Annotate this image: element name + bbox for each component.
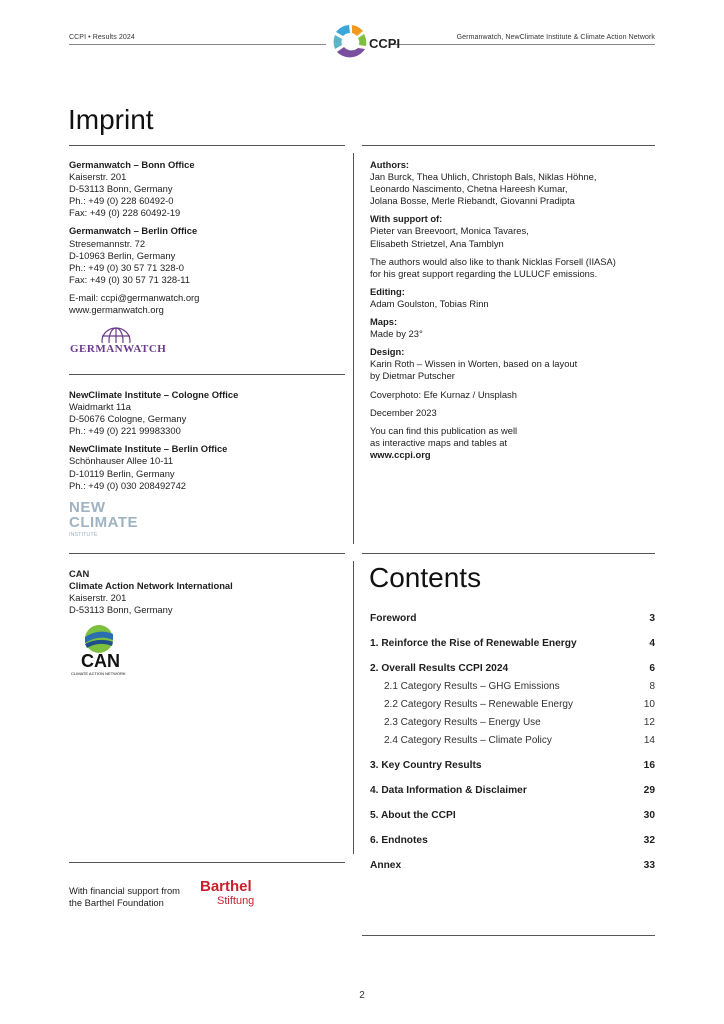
toc-subitem[interactable] xyxy=(384,735,655,746)
can-name: CAN xyxy=(69,568,90,579)
header-left: CCPI • Results 2024 xyxy=(69,34,135,41)
gw-bonn-line: Kaiserstr. 201 xyxy=(69,171,127,183)
rule-left-mid2 xyxy=(69,553,345,554)
gw-bonn-line: Ph.: +49 (0) 228 60492-0 xyxy=(69,195,174,207)
contents-title: Contents xyxy=(369,562,482,593)
nc-cologne-name: NewClimate Institute – Cologne Office xyxy=(69,389,239,400)
authors-line: Jolana Bosse, Merle Riebandt, Giovanni Pradipta xyxy=(370,195,575,207)
toc-item[interactable] xyxy=(370,663,655,674)
toc-label: 2. Overall Results CCPI 2024 xyxy=(370,663,509,674)
support-label: With support of: xyxy=(370,213,443,225)
toc-page: 4 xyxy=(649,638,655,649)
rule-right-bottom xyxy=(362,935,655,936)
can-line: D-53113 Bonn, Germany xyxy=(69,604,173,616)
authors-label: Authors: xyxy=(370,159,410,170)
header-rule-right xyxy=(392,44,655,45)
funding-line: the Barthel Foundation xyxy=(69,897,164,909)
can-line: Kaiserstr. 201 xyxy=(69,592,127,604)
editing-label: Editing: xyxy=(370,285,405,297)
barthel-logo-line2: Stiftung xyxy=(217,895,255,907)
can-logo-icon xyxy=(80,624,118,654)
design-line: Karin Roth – Wissen in Worten, based on a layout xyxy=(370,358,578,370)
toc-page: 3 xyxy=(649,613,655,624)
toc-page: 29 xyxy=(643,785,655,796)
newclimate-block xyxy=(69,389,238,492)
nc-berlin-line: D-10119 Berlin, Germany xyxy=(69,467,175,479)
toc-subitem[interactable] xyxy=(384,699,655,710)
gw-berlin-name: Germanwatch – Berlin Office xyxy=(69,225,198,237)
barthel-logo xyxy=(200,879,252,894)
toc-sub-label: 2.3 Category Results – Energy Use xyxy=(384,717,541,728)
newclimate-logo xyxy=(69,500,138,530)
toc-label: 5. About the CCPI xyxy=(370,810,456,821)
toc-label: 4. Data Information & Disclaimer xyxy=(370,785,527,796)
toc-item[interactable] xyxy=(370,810,655,821)
toc-page: 16 xyxy=(643,760,655,771)
toc-subitem[interactable] xyxy=(384,717,655,728)
newclimate-logo-line2: CLIMATE xyxy=(69,514,139,531)
gw-berlin-line: Ph.: +49 (0) 30 57 71 328-0 xyxy=(69,261,184,273)
rule-left-bottom xyxy=(69,862,345,863)
nc-berlin-line: Schönhauser Allee 10-11 xyxy=(69,455,174,467)
toc-subitem[interactable] xyxy=(384,681,655,692)
can-logo-text: CAN xyxy=(81,651,120,671)
support-line: Pieter van Breevoort, Monica Tavares, xyxy=(370,225,529,237)
toc-item[interactable] xyxy=(370,760,655,771)
barthel-logo-line1: Barthel xyxy=(200,878,252,895)
toc-sub-page: 10 xyxy=(643,699,655,710)
gw-bonn-line: D-53113 Bonn, Germany xyxy=(69,183,173,195)
authors-line: Leonardo Nascimento, Chetna Hareesh Kumar, xyxy=(370,183,568,195)
rule-right-top xyxy=(362,145,655,146)
ccpi-logo-text: CCPI xyxy=(369,36,401,51)
toc-item[interactable] xyxy=(370,638,655,649)
toc-item[interactable] xyxy=(370,860,655,871)
support-line: Elisabeth Strietzel, Ana Tamblyn xyxy=(370,237,504,249)
funding-line: With financial support from xyxy=(69,885,180,896)
cover-credit: Coverphoto: Efe Kurnaz / Unsplash xyxy=(370,388,517,400)
rule-left-mid1 xyxy=(69,374,345,375)
design-line: by Dietmar Putscher xyxy=(370,370,455,382)
toc-label: Foreword xyxy=(370,613,417,624)
gw-website-link[interactable]: www.germanwatch.org xyxy=(69,304,164,316)
authors-line: Jan Burck, Thea Uhlich, Christoph Bals, Niklas Höhne, xyxy=(370,171,597,183)
toc-label: Annex xyxy=(370,860,402,871)
nc-cologne-line: D-50676 Cologne, Germany xyxy=(69,413,187,425)
newclimate-logo-line1: NEW xyxy=(69,499,106,516)
toc-page: 32 xyxy=(643,835,655,846)
toc-sub-page: 14 xyxy=(643,735,655,746)
toc-page: 30 xyxy=(643,810,655,821)
editing-value: Adam Goulston, Tobias Rinn xyxy=(370,297,489,309)
toc-item[interactable] xyxy=(370,613,655,624)
toc-label: 6. Endnotes xyxy=(370,835,428,846)
gw-berlin-line: D-10963 Berlin, Germany xyxy=(69,249,176,261)
toc-item[interactable] xyxy=(370,835,655,846)
toc-page: 6 xyxy=(649,663,655,674)
can-logo-sub: CLIMATE ACTION NETWORK xyxy=(71,671,126,676)
gw-bonn-line: Fax: +49 (0) 228 60492-19 xyxy=(69,207,181,219)
toc-sub-label: 2.2 Category Results – Renewable Energy xyxy=(384,699,573,710)
ccpi-logo-icon xyxy=(331,22,371,62)
toc-sub-page: 12 xyxy=(643,717,655,728)
toc-sub-label: 2.1 Category Results – GHG Emissions xyxy=(384,681,560,692)
find-line: as interactive maps and tables at xyxy=(370,436,508,448)
germanwatch-logo-text: GERMANWATCH xyxy=(70,343,167,355)
maps-value: Made by 23° xyxy=(370,328,423,340)
maps-label: Maps: xyxy=(370,316,398,328)
toc-page: 33 xyxy=(643,860,655,871)
nc-berlin-line: Ph.: +49 (0) 030 208492742 xyxy=(69,479,187,491)
rule-left-top xyxy=(69,145,345,146)
thanks-line: The authors would also like to thank Nicklas Forsell (IIASA) xyxy=(370,255,616,267)
header-right: Germanwatch, NewClimate Institute & Climate Action Network xyxy=(456,34,655,41)
gw-berlin-line: Stresemannstr. 72 xyxy=(69,237,146,249)
ccpi-url-link[interactable]: www.ccpi.org xyxy=(370,448,431,460)
newclimate-logo-sub: INSTITUTE xyxy=(69,532,98,538)
imprint-title: Imprint xyxy=(68,104,154,135)
toc-label: 1. Reinforce the Rise of Renewable Energy xyxy=(370,638,577,649)
gw-email: E-mail: ccpi@germanwatch.org xyxy=(69,291,200,303)
toc-item[interactable] xyxy=(370,785,655,796)
design-label: Design: xyxy=(370,346,405,358)
header-rule-left xyxy=(69,44,326,45)
funding-block xyxy=(69,885,180,909)
can-block xyxy=(69,568,233,616)
page-number: 2 xyxy=(359,990,365,1001)
gw-bonn-name: Germanwatch – Bonn Office xyxy=(69,159,195,170)
nc-cologne-line: Waidmarkt 11a xyxy=(69,401,131,413)
germanwatch-block xyxy=(69,159,199,316)
thanks-line: for his great support regarding the LULUCF emissions. xyxy=(370,267,598,279)
gw-berlin-line: Fax: +49 (0) 30 57 71 328-11 xyxy=(69,273,190,285)
toc-label: 3. Key Country Results xyxy=(370,760,482,771)
nc-berlin-name: NewClimate Institute – Berlin Office xyxy=(69,443,228,455)
vertical-divider-lower xyxy=(353,561,354,854)
find-line: You can find this publication as well xyxy=(370,424,518,436)
nc-cologne-line: Ph.: +49 (0) 221 99983300 xyxy=(69,425,181,437)
publication-date: December 2023 xyxy=(370,406,437,418)
toc-sub-label: 2.4 Category Results – Climate Policy xyxy=(384,735,552,746)
toc-sub-page: 8 xyxy=(649,681,655,692)
rule-right-mid xyxy=(362,553,655,554)
can-full-name: Climate Action Network International xyxy=(69,580,233,592)
vertical-divider-upper xyxy=(353,153,354,544)
credits-block xyxy=(370,159,616,461)
